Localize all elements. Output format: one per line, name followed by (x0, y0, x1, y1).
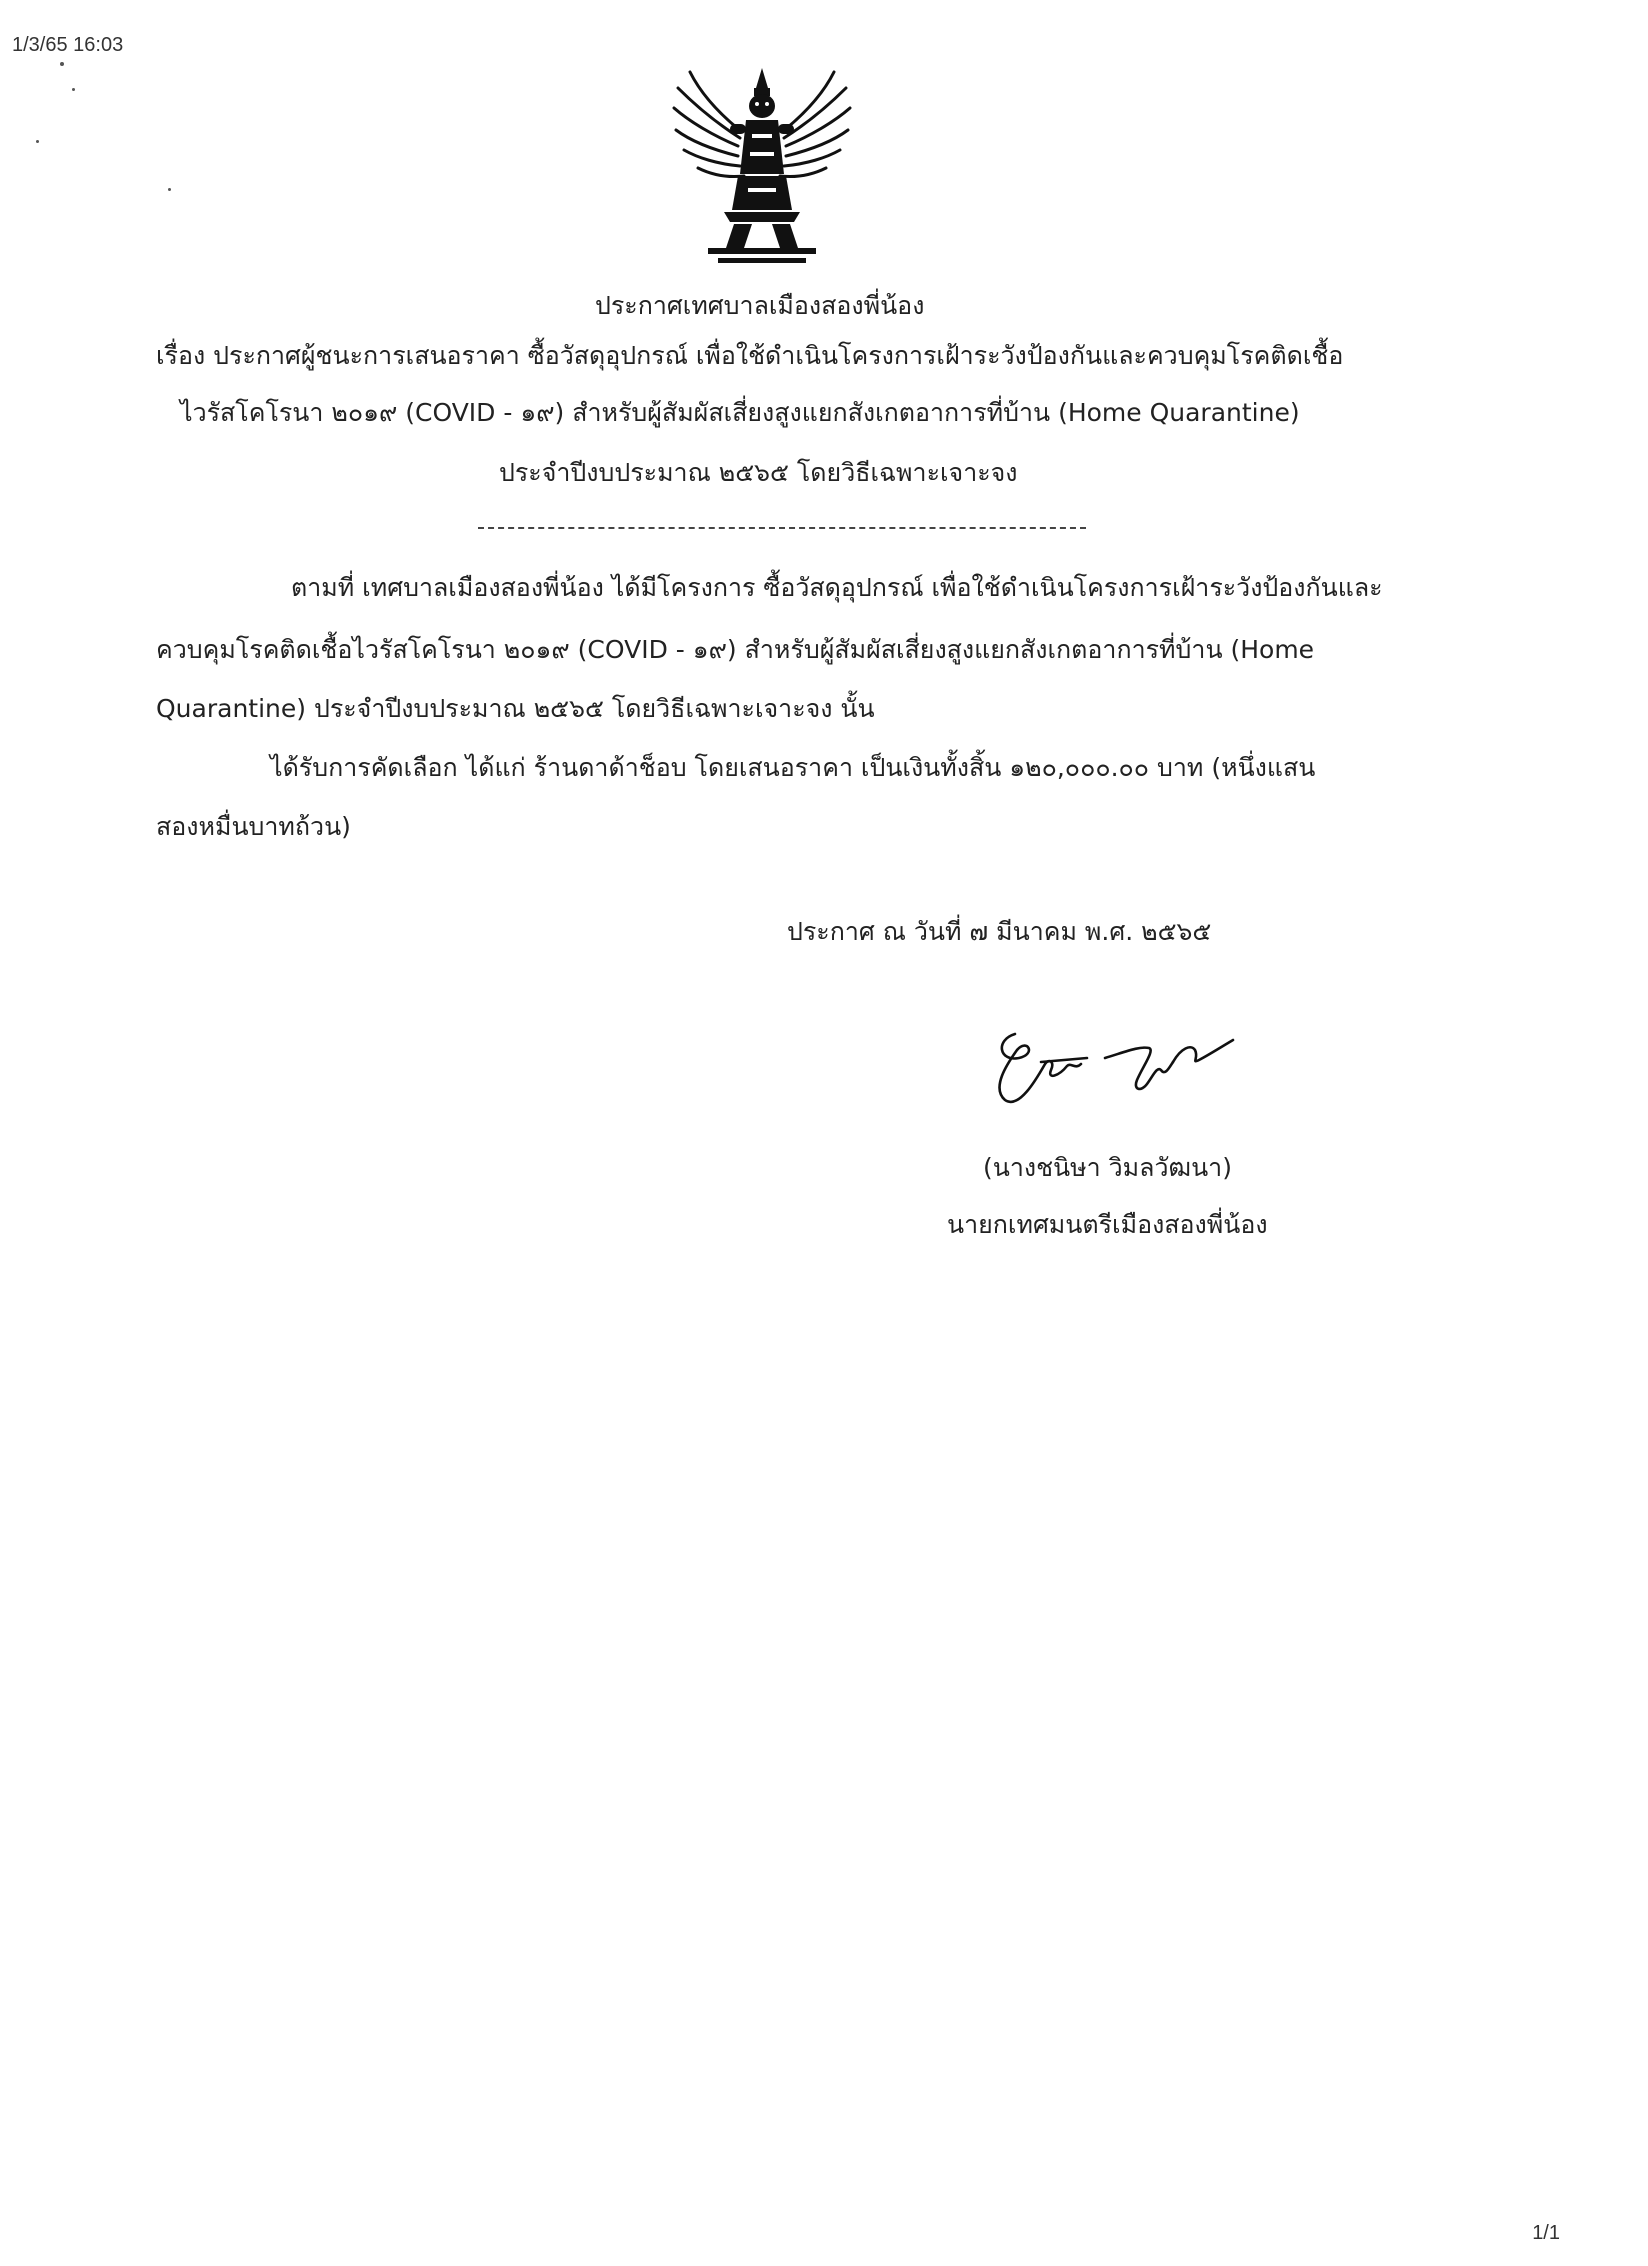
paragraph-2-line-2: สองหมื่นบาทถ้วน) (156, 812, 351, 841)
subject-line-3: ประจำปีงบประมาณ ๒๕๖๕ โดยวิธีเฉพาะเจาะจง (499, 458, 1018, 487)
garuda-emblem-icon (668, 62, 856, 272)
scan-timestamp: 1/3/65 16:03 (12, 34, 124, 56)
issuer-title: ประกาศเทศบาลเมืองสองพี่น้อง (595, 291, 925, 320)
scan-speck (168, 188, 171, 191)
scan-speck (60, 62, 64, 66)
announcement-date: ประกาศ ณ วันที่ ๗ มีนาคม พ.ศ. ๒๕๖๕ (787, 917, 1212, 946)
subject-line-2: ไวรัสโคโรนา ๒๐๑๙ (COVID - ๑๙) สำหรับผู้สัมผัสเสี่ยงสูงแยกสังเกตอาการที่บ้าน (Home Quarantine) (180, 398, 1300, 427)
scan-speck (72, 88, 75, 91)
paragraph-1-line-2: ควบคุมโรคติดเชื้อไวรัสโคโรนา ๒๐๑๙ (COVID - ๑๙) สำหรับผู้สัมผัสเสี่ยงสูงแยกสังเกตอาการที่บ้าน (Home (156, 635, 1315, 664)
paragraph-1-line-3: Quarantine) ประจำปีงบประมาณ ๒๕๖๕ โดยวิธีเฉพาะเจาะจง นั้น (156, 694, 875, 723)
page-number: 1/1 (1532, 2222, 1560, 2244)
signatory-position: นายกเทศมนตรีเมืองสองพี่น้อง (947, 1210, 1268, 1239)
paragraph-1-line-1: ตามที่ เทศบาลเมืองสองพี่น้อง ได้มีโครงการ ซื้อวัสดุอุปกรณ์ เพื่อใช้ดำเนินโครงการเฝ้าระวังป้องกันและ (291, 573, 1383, 602)
subject-line-1: เรื่อง ประกาศผู้ชนะการเสนอราคา ซื้อวัสดุอุปกรณ์ เพื่อใช้ดำเนินโครงการเฝ้าระวังป้องกันและควบคุมโรคติดเชื้อ (156, 341, 1344, 370)
signatory-name: (นางชนิษา วิมลวัฒนา) (983, 1153, 1232, 1182)
paragraph-2-line-1: ได้รับการคัดเลือก ได้แก่ ร้านดาด้าช็อบ โดยเสนอราคา เป็นเงินทั้งสิ้น ๑๒๐,๐๐๐.๐๐ บาท (หนึ่งแสน (270, 753, 1316, 782)
handwritten-signature-icon (985, 1018, 1237, 1114)
separator-line (478, 527, 1086, 529)
scan-speck (36, 140, 39, 143)
